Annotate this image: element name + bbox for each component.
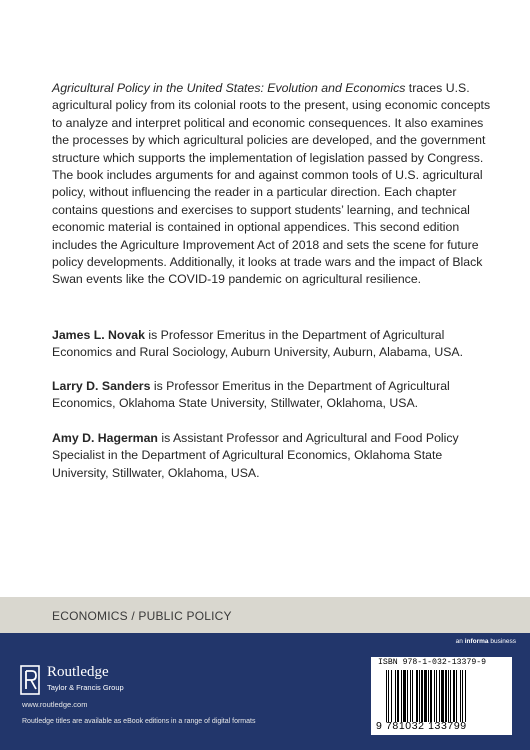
author-bio-text: is Assistant Professor and Agricultural and Food Policy Specialist in the Department of Agricultural Economics, Oklahoma State University, Stillwater, Oklahoma, USA. — [52, 431, 459, 480]
routledge-logo-icon — [20, 665, 40, 695]
author-name: Larry D. Sanders — [52, 379, 151, 393]
informa-prefix: an — [455, 638, 465, 645]
author-bio-hagerman — [52, 430, 492, 482]
author-bio-text: is Professor Emeritus in the Department of Agricultural Economics, Oklahoma State University, Stillwater, Oklahoma, USA. — [52, 379, 450, 411]
informa-brand: informa — [464, 638, 489, 645]
book-description — [52, 80, 492, 289]
author-name: James L. Novak — [52, 328, 145, 342]
book-title: Agricultural Policy in the United States: Evolution and Economics — [52, 81, 406, 95]
publisher-url[interactable]: www.routledge.com — [22, 700, 88, 709]
author-bio-novak — [52, 327, 492, 362]
publisher-group: Taylor & Francis Group — [47, 683, 124, 692]
barcode-bars — [386, 670, 506, 722]
barcode-digits: 9 781032 133799 — [376, 720, 467, 732]
author-bio-sanders — [52, 378, 492, 413]
isbn-text: ISBN 978-1-032-13379-9 — [378, 658, 487, 667]
informa-suffix: business — [488, 638, 516, 645]
author-name: Amy D. Hagerman — [52, 431, 158, 445]
informa-tag — [456, 638, 516, 645]
ebook-note: Routledge titles are available as eBook editions in a range of digital formats — [22, 718, 256, 725]
author-bio-text: is Professor Emeritus in the Department of Agricultural Economics and Rural Sociology, Auburn University, Auburn, Alabama, USA. — [52, 328, 464, 360]
subject-category: ECONOMICS / PUBLIC POLICY — [52, 609, 232, 623]
description-text: traces U.S. agricultural policy from its colonial roots to the present, using economic concepts to analyze and interpret political and economic consequences. It also examines the processes by which agricultural policies are developed, and the government structure which supports the implementation of legislation passed by Congress. The book includes arguments for and against common tools of U.S. agricultural policy, without influencing the reader in a particular direction. Each chapter contains questions and exercises to support students’ learning, and technical economic material is contained in optional appendices. This second edition includes the Agriculture Improvement Act of 2018 and sets the scene for future policy developments. Additionally, it looks at trade wars and the impact of Black Swan events like the COVID-19 pandemic on agricultural resilience. — [52, 81, 491, 287]
publisher-name: Routledge — [47, 664, 109, 680]
